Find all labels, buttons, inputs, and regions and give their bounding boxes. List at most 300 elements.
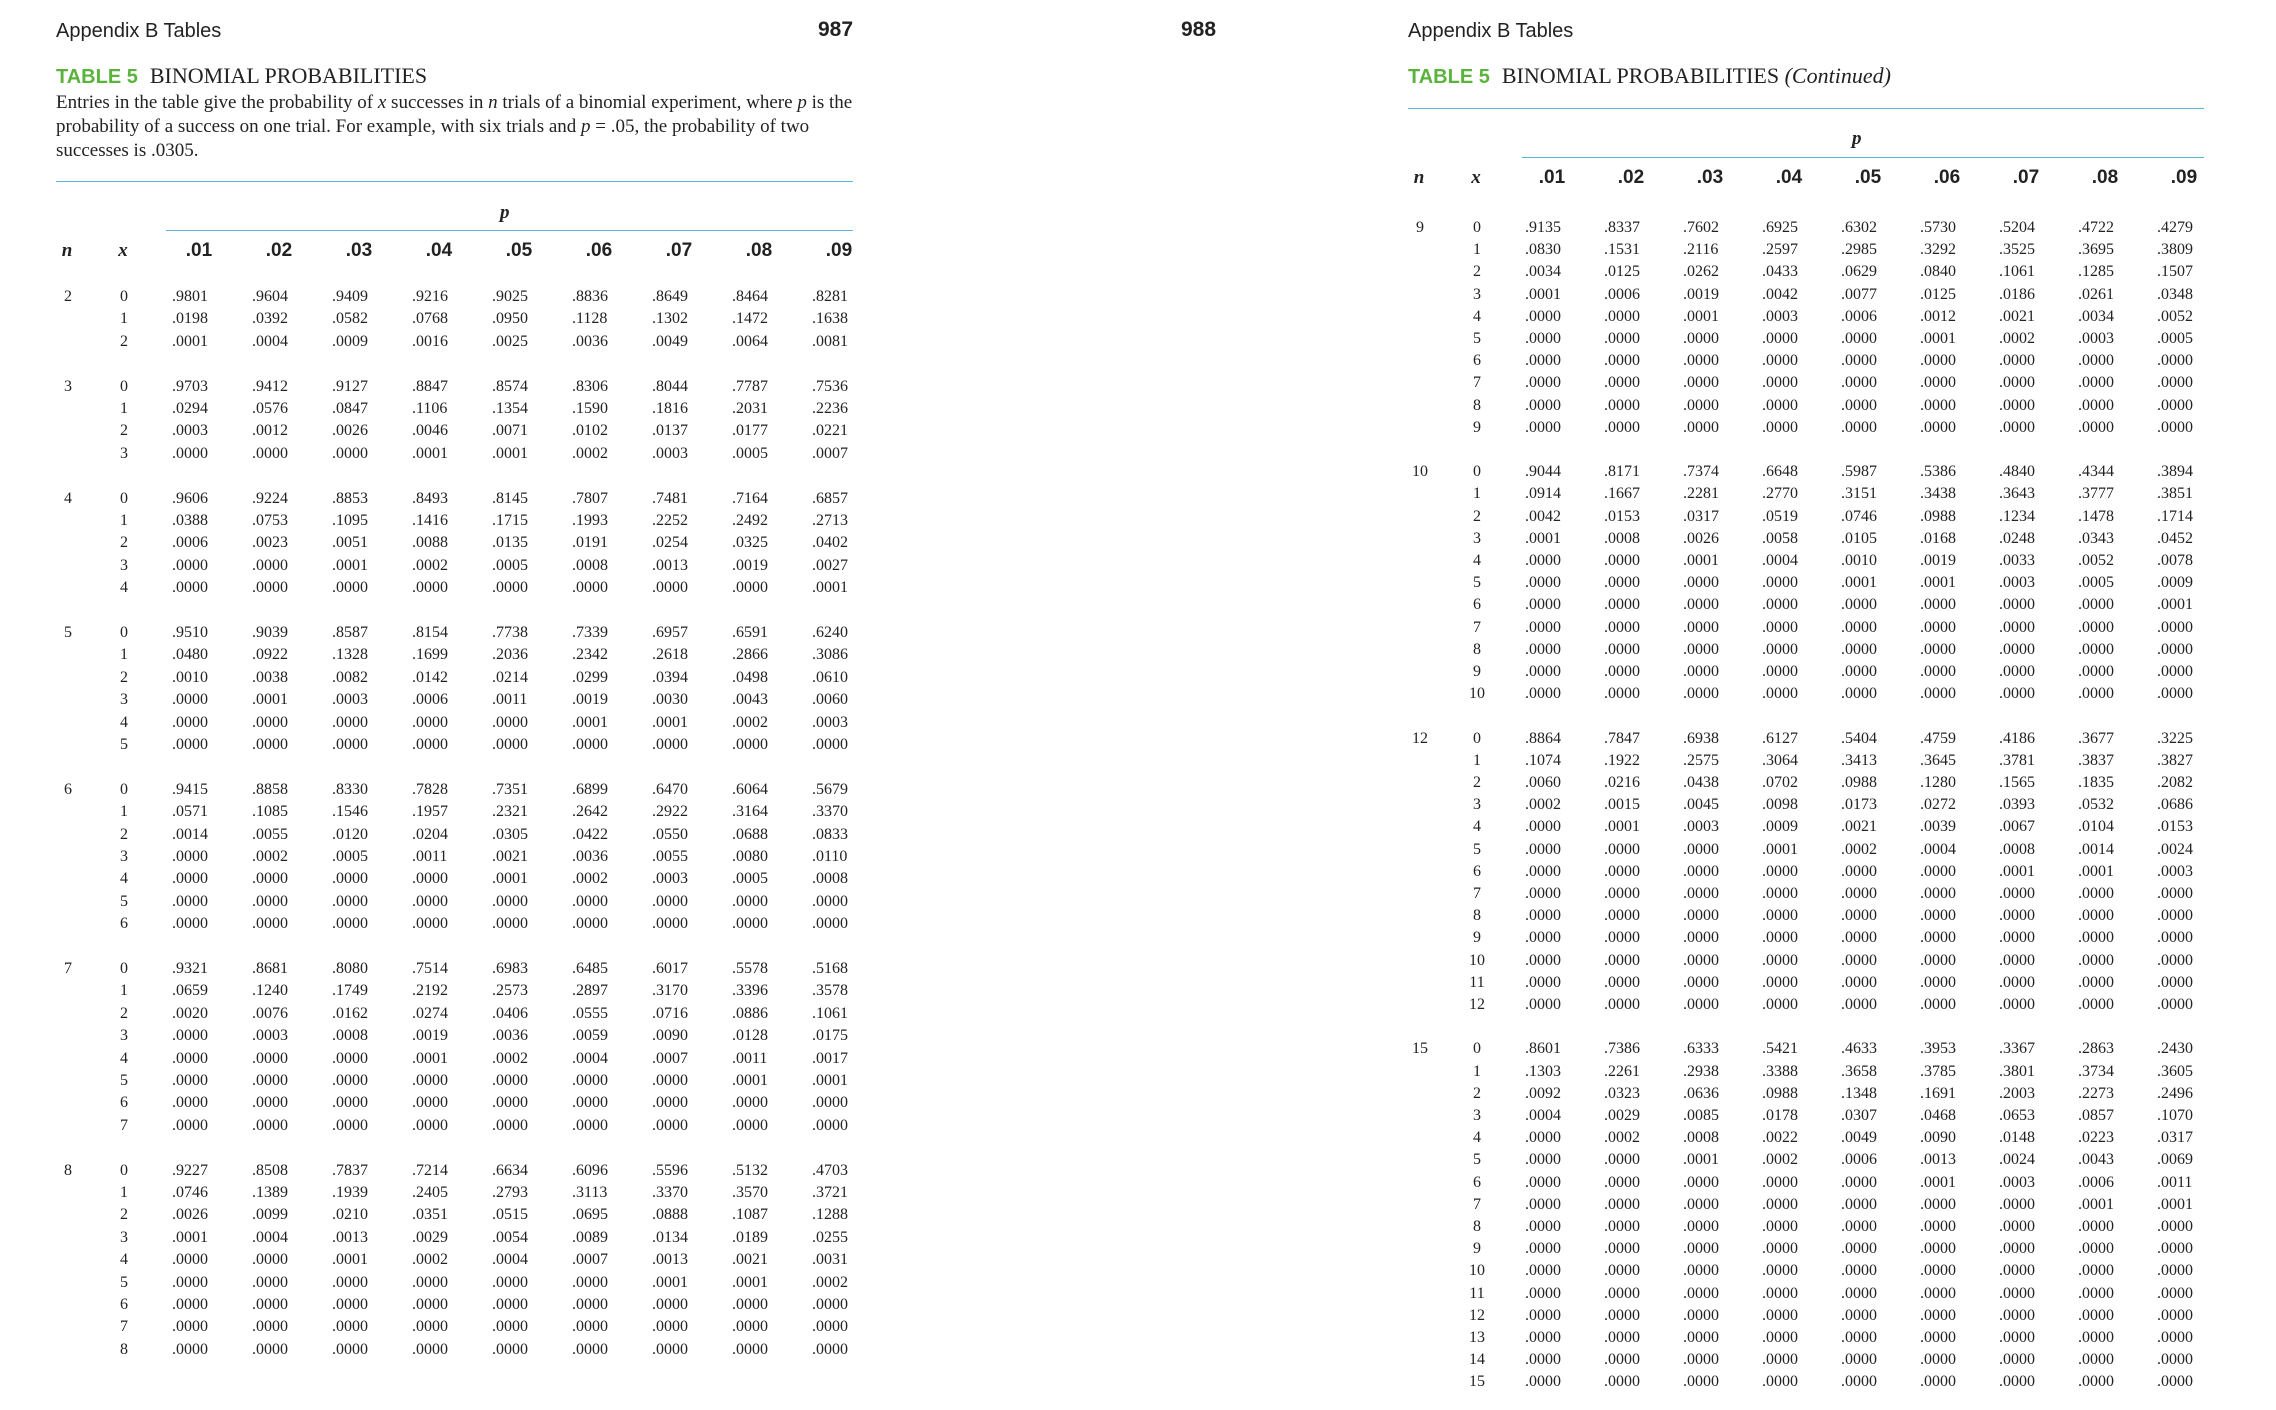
probability-cell: .0000 [1762, 1195, 1798, 1213]
probability-cell: .0006 [172, 534, 208, 552]
probability-cell: .0000 [2157, 973, 2193, 991]
probability-cell: .0030 [652, 691, 688, 709]
probability-cell: .0001 [332, 1251, 368, 1269]
probability-cell: .0001 [1920, 330, 1956, 347]
probability-cell: .0000 [1604, 1373, 1640, 1391]
probability-cell: .0008 [1683, 1129, 1719, 1147]
n-value: 9 [1416, 219, 1424, 236]
probability-cell: .0221 [812, 422, 848, 440]
probability-cell: .0582 [332, 310, 368, 328]
probability-cell: .0002 [732, 713, 768, 731]
probability-cell: .0000 [2157, 1284, 2193, 1302]
probability-cell: .0000 [652, 579, 688, 597]
probability-cell: .8337 [1604, 219, 1640, 236]
x-value: 1 [120, 1184, 128, 1201]
probability-cell: .0000 [1604, 640, 1640, 658]
probability-cell: .0067 [1999, 818, 2035, 836]
probability-cell: .0001 [412, 1049, 448, 1067]
probability-cell: .0000 [252, 1049, 288, 1067]
probability-cell: .0216 [1604, 774, 1640, 791]
probability-cell: .2321 [492, 803, 528, 821]
probability-cell: .0000 [1841, 618, 1877, 636]
probability-cell: .0002 [1604, 1129, 1640, 1147]
probability-cell: .0104 [2078, 818, 2114, 836]
probability-cell: .8681 [252, 960, 288, 977]
probability-cell: .0000 [1762, 1284, 1798, 1302]
probability-cell: .0214 [492, 668, 528, 686]
x-value: 2 [120, 1206, 128, 1224]
probability-cell: .3953 [1920, 1040, 1956, 1058]
probability-cell: .0000 [2157, 951, 2193, 969]
probability-cell: .0017 [812, 1049, 848, 1067]
probability-cell: .0000 [1920, 618, 1956, 636]
probability-cell: .0014 [2078, 840, 2114, 858]
probability-cell: .0914 [1525, 485, 1561, 503]
probability-cell: .0000 [2157, 663, 2193, 680]
probability-cell: .0000 [1604, 1351, 1640, 1369]
probability-cell: .0000 [172, 915, 208, 933]
probability-cell: .0009 [2157, 574, 2193, 592]
probability-cell: .0000 [412, 1273, 448, 1291]
x-value: 8 [1473, 640, 1481, 658]
probability-cell: .0000 [2157, 1373, 2193, 1391]
probability-cell: .0000 [1920, 663, 1956, 680]
probability-cell: .0000 [2078, 1262, 2114, 1280]
probability-cell: .0013 [652, 556, 688, 574]
x-value: 2 [120, 668, 128, 686]
probability-cell: .0394 [652, 668, 688, 686]
probability-cell: .4186 [1999, 729, 2035, 747]
probability-cell: .0000 [332, 892, 368, 910]
x-value: 4 [1473, 818, 1481, 836]
probability-cell: .0000 [1604, 307, 1640, 325]
running-header: Appendix B Tables [1408, 20, 1574, 42]
probability-cell: .0000 [492, 1116, 528, 1134]
probability-cell: .0000 [1683, 951, 1719, 969]
x-value: 4 [1473, 307, 1481, 325]
probability-cell: .2036 [492, 646, 528, 664]
probability-cell: .0000 [2078, 374, 2114, 392]
probability-cell: .2642 [572, 803, 608, 821]
probability-cell: .3086 [812, 646, 848, 664]
probability-cell: .0272 [1920, 796, 1956, 814]
x-value: 15 [1469, 1373, 1485, 1391]
probability-cell: .1302 [652, 310, 688, 328]
probability-cell: .0000 [1604, 1173, 1640, 1191]
probability-cell: .0000 [812, 736, 848, 753]
p-column-header: .08 [745, 240, 773, 261]
probability-cell: .0000 [1604, 1218, 1640, 1235]
probability-cell: .0000 [1604, 996, 1640, 1013]
probability-cell: .0299 [572, 668, 608, 686]
probability-cell: .0186 [1999, 285, 2035, 303]
probability-cell: .2252 [652, 512, 688, 529]
probability-cell: .0000 [1604, 663, 1640, 680]
probability-cell: .0000 [412, 1318, 448, 1336]
probability-cell: .5386 [1920, 463, 1956, 481]
probability-cell: .0468 [1920, 1107, 1956, 1124]
probability-cell: .0089 [572, 1228, 608, 1246]
probability-cell: .2866 [732, 646, 768, 664]
probability-cell: .1590 [572, 400, 608, 417]
intro-text-2: successes in [386, 92, 489, 113]
probability-cell: .0000 [252, 736, 288, 753]
probability-cell: .0000 [1525, 1373, 1561, 1391]
probability-cell: .6096 [572, 1161, 608, 1179]
probability-cell: .0004 [492, 1251, 528, 1269]
probability-cell: .0000 [1683, 1284, 1719, 1302]
probability-cell: .3801 [1999, 1062, 2035, 1080]
probability-cell: .2116 [1683, 241, 1719, 259]
probability-cell: .3170 [652, 982, 688, 1000]
p-column-header: .06 [1933, 167, 1961, 188]
probability-cell: .2618 [652, 646, 688, 664]
probability-cell: .3438 [1920, 485, 1956, 503]
probability-cell: .0255 [812, 1228, 848, 1246]
probability-cell: .0000 [1762, 862, 1798, 880]
probability-cell: .0343 [2078, 529, 2114, 547]
probability-cell: .0000 [812, 1296, 848, 1313]
probability-cell: .0000 [1841, 907, 1877, 925]
probability-cell: .0153 [1604, 507, 1640, 525]
x-value: 3 [120, 1027, 128, 1045]
probability-cell: .0000 [2157, 396, 2193, 414]
probability-cell: .0000 [1683, 1262, 1719, 1280]
probability-cell: .0002 [412, 1251, 448, 1269]
x-value: 2 [120, 825, 128, 843]
probability-cell: .0000 [1604, 1262, 1640, 1280]
n-value: 3 [64, 377, 72, 395]
probability-cell: .0005 [2078, 574, 2114, 592]
probability-cell: .0001 [652, 1273, 688, 1291]
probability-cell: .0000 [1683, 640, 1719, 658]
probability-cell: .0000 [812, 1116, 848, 1134]
probability-cell: .8847 [412, 377, 448, 395]
probability-cell: .0000 [1525, 396, 1561, 414]
probability-cell: .0000 [1920, 862, 1956, 880]
probability-cell: .0175 [812, 1027, 848, 1045]
probability-cell: .0000 [492, 736, 528, 753]
probability-cell: .0000 [332, 870, 368, 888]
probability-cell: .0069 [2157, 1151, 2193, 1169]
probability-cell: .1303 [1525, 1062, 1561, 1080]
probability-cell: .0008 [812, 870, 848, 888]
probability-cell: .0135 [492, 534, 528, 552]
probability-cell: .3658 [1841, 1062, 1877, 1080]
probability-cell: .0000 [332, 1318, 368, 1336]
p-column-header: .03 [345, 240, 373, 261]
probability-cell: .0000 [172, 892, 208, 910]
probability-cell: .0317 [1683, 507, 1719, 525]
probability-cell: .0000 [1999, 1195, 2035, 1213]
probability-cell: .0000 [1999, 1329, 2035, 1346]
probability-cell: .3113 [572, 1184, 608, 1201]
probability-cell: .1816 [652, 400, 688, 417]
x-value: 13 [1469, 1329, 1485, 1346]
p-column-header: .07 [665, 240, 693, 261]
probability-cell: .0120 [332, 825, 368, 843]
probability-cell: .0013 [652, 1251, 688, 1269]
probability-cell: .0000 [1920, 1240, 1956, 1258]
probability-cell: .0000 [1525, 640, 1561, 658]
probability-cell: .1546 [332, 803, 368, 821]
probability-cell: .0198 [172, 310, 208, 328]
x-value: 6 [120, 1296, 128, 1313]
x-value: 4 [120, 579, 128, 597]
n-value: 5 [64, 624, 72, 641]
probability-cell: .0003 [1683, 818, 1719, 836]
probability-cell: .0000 [1604, 951, 1640, 969]
probability-cell: .0000 [492, 1072, 528, 1089]
probability-cell: .0000 [1762, 1173, 1798, 1191]
probability-cell: .0686 [2157, 796, 2193, 814]
x-value: 1 [1473, 751, 1481, 769]
probability-cell: .0000 [2157, 1262, 2193, 1280]
probability-cell: .0274 [412, 1004, 448, 1022]
probability-cell: .0000 [1683, 973, 1719, 991]
probability-cell: .0002 [1762, 1151, 1798, 1169]
probability-cell: .0003 [252, 1027, 288, 1045]
probability-cell: .0026 [332, 422, 368, 440]
x-value: 0 [1473, 463, 1481, 481]
probability-cell: .0000 [2078, 996, 2114, 1013]
probability-cell: .0000 [332, 1094, 368, 1112]
probability-cell: .0000 [1525, 418, 1561, 436]
probability-cell: .0000 [252, 713, 288, 731]
probability-cell: .5596 [652, 1161, 688, 1179]
probability-cell: .0000 [1683, 574, 1719, 592]
probability-cell: .0054 [492, 1228, 528, 1246]
table-title-text: BINOMIAL PROBABILITIES [1501, 63, 1780, 88]
probability-cell: .0000 [572, 1072, 608, 1089]
probability-cell: .0000 [1841, 1329, 1877, 1346]
probability-cell: .0002 [812, 1273, 848, 1291]
probability-cell: .0071 [492, 422, 528, 440]
probability-cell: .0000 [172, 556, 208, 574]
probability-cell: .8464 [732, 288, 768, 305]
probability-cell: .0003 [812, 713, 848, 731]
x-value: 0 [120, 1161, 128, 1179]
probability-cell: .0000 [1762, 596, 1798, 614]
probability-cell: .0003 [2157, 862, 2193, 880]
x-value: 1 [120, 310, 128, 328]
probability-cell: .0000 [1920, 1284, 1956, 1302]
probability-cell: .0000 [332, 736, 368, 753]
probability-cell: .7514 [412, 960, 448, 977]
probability-cell: .3370 [652, 1184, 688, 1201]
probability-cell: .8836 [572, 288, 608, 305]
probability-cell: .0003 [172, 422, 208, 440]
probability-cell: .0000 [2157, 685, 2193, 703]
probability-cell: .5578 [732, 960, 768, 977]
probability-cell: .0988 [1841, 774, 1877, 791]
probability-cell: .0000 [1920, 640, 1956, 658]
probability-cell: .0001 [2078, 862, 2114, 880]
probability-cell: .0000 [1841, 640, 1877, 658]
probability-cell: .0015 [1604, 796, 1640, 814]
probability-cell: .3292 [1920, 241, 1956, 259]
probability-cell: .9044 [1525, 463, 1561, 481]
probability-cell: .0020 [172, 1004, 208, 1022]
probability-cell: .0000 [1841, 885, 1877, 902]
probability-cell: .0000 [332, 1296, 368, 1313]
probability-cell: .0000 [732, 1296, 768, 1313]
x-value: 7 [1473, 374, 1481, 392]
probability-cell: .3370 [812, 803, 848, 821]
top-rule [1408, 108, 2204, 109]
probability-cell: .0000 [1604, 862, 1640, 880]
probability-cell: .9604 [252, 288, 288, 305]
probability-cell: .0000 [1525, 951, 1561, 969]
x-column-header: x [1471, 167, 1481, 188]
probability-cell: .0000 [1683, 1373, 1719, 1391]
probability-cell: .0000 [572, 1318, 608, 1336]
probability-cell: .7351 [492, 780, 528, 798]
probability-cell: .0000 [1525, 973, 1561, 991]
probability-cell: .2031 [732, 400, 768, 417]
x-value: 6 [1473, 862, 1481, 880]
x-value: 2 [120, 1004, 128, 1022]
probability-cell: .0060 [812, 691, 848, 709]
x-value: 5 [120, 892, 128, 910]
probability-cell: .5421 [1762, 1040, 1798, 1058]
probability-cell: .0000 [1604, 885, 1640, 902]
probability-cell: .0001 [492, 444, 528, 462]
probability-cell: .7787 [732, 377, 768, 395]
probability-cell: .1416 [412, 512, 448, 529]
probability-cell: .0000 [1920, 907, 1956, 925]
n-value: 12 [1412, 729, 1428, 747]
probability-cell: .0000 [1920, 1373, 1956, 1391]
probability-cell: .2713 [812, 512, 848, 529]
p-rule [166, 230, 853, 231]
probability-cell: .6302 [1841, 219, 1877, 236]
intro-var-x: x [377, 92, 387, 113]
x-value: 1 [120, 982, 128, 1000]
probability-cell: .1835 [2078, 774, 2114, 791]
probability-cell: .0000 [1920, 885, 1956, 902]
x-value: 6 [1473, 1173, 1481, 1191]
probability-cell: .0004 [1920, 840, 1956, 858]
probability-cell: .1095 [332, 512, 368, 529]
probability-cell: .0000 [1841, 1195, 1877, 1213]
probability-cell: .0550 [652, 825, 688, 843]
probability-cell: .0029 [1604, 1107, 1640, 1124]
probability-cell: .0000 [1604, 1151, 1640, 1169]
probability-cell: .0013 [332, 1228, 368, 1246]
probability-cell: .7164 [732, 489, 768, 507]
probability-cell: .0000 [1841, 396, 1877, 414]
probability-cell: .0000 [2078, 663, 2114, 680]
probability-cell: .1993 [572, 512, 608, 529]
x-value: 5 [1473, 840, 1481, 858]
probability-cell: .0000 [1999, 1284, 2035, 1302]
probability-cell: .3777 [2078, 485, 2114, 503]
probability-cell: .0033 [1999, 552, 2035, 569]
probability-cell: .0000 [1762, 973, 1798, 991]
probability-cell: .0000 [1999, 1373, 2035, 1391]
n-value: 6 [64, 780, 72, 798]
probability-cell: .0000 [1683, 840, 1719, 858]
probability-cell: .5679 [812, 780, 848, 798]
probability-cell: .0006 [1841, 307, 1877, 325]
probability-cell: .0098 [1762, 796, 1798, 814]
probability-cell: .0000 [2157, 996, 2193, 1013]
probability-cell: .0000 [412, 579, 448, 597]
probability-cell: .0046 [412, 422, 448, 440]
probability-cell: .0000 [1604, 685, 1640, 703]
probability-cell: .0000 [2078, 396, 2114, 414]
probability-cell: .0000 [492, 1296, 528, 1313]
x-value: 10 [1469, 1262, 1485, 1280]
probability-cell: .0006 [2078, 1173, 2114, 1191]
probability-cell: .0000 [2157, 1240, 2193, 1258]
probability-cell: .0000 [732, 579, 768, 597]
probability-cell: .0137 [652, 422, 688, 440]
x-value: 9 [1473, 418, 1481, 436]
probability-cell: .0000 [732, 1340, 768, 1358]
probability-cell: .0000 [1525, 663, 1561, 680]
probability-cell: .0011 [2157, 1173, 2193, 1191]
probability-cell: .0125 [1604, 263, 1640, 281]
probability-cell: .0000 [1525, 840, 1561, 858]
probability-cell: .0162 [332, 1004, 368, 1022]
probability-cell: .0092 [1525, 1084, 1561, 1102]
probability-cell: .6857 [812, 489, 848, 507]
probability-cell: .0000 [1762, 907, 1798, 925]
probability-cell: .1715 [492, 512, 528, 529]
probability-cell: .0177 [732, 422, 768, 440]
probability-cell: .5730 [1920, 219, 1956, 236]
probability-cell: .4840 [1999, 463, 2035, 481]
probability-cell: .0000 [1920, 1351, 1956, 1369]
probability-cell: .0004 [1762, 552, 1798, 569]
probability-cell: .0080 [732, 848, 768, 865]
probability-cell: .0000 [1525, 1151, 1561, 1169]
probability-cell: .0000 [1920, 1262, 1956, 1280]
probability-cell: .0000 [652, 1340, 688, 1358]
probability-cell: .0000 [492, 1094, 528, 1112]
probability-cell: .0004 [572, 1049, 608, 1067]
probability-cell: .0058 [1762, 529, 1798, 547]
x-value: 4 [120, 870, 128, 888]
probability-cell: .0515 [492, 1206, 528, 1224]
probability-cell: .0005 [2157, 330, 2193, 347]
probability-cell: .0000 [172, 1116, 208, 1134]
probability-cell: .0002 [492, 1049, 528, 1067]
probability-cell: .0000 [1841, 330, 1877, 347]
x-value: 0 [120, 960, 128, 977]
probability-cell: .3695 [2078, 241, 2114, 259]
probability-cell: .0610 [812, 668, 848, 686]
probability-cell: .5132 [732, 1161, 768, 1179]
probability-cell: .0000 [1762, 330, 1798, 347]
probability-cell: .0000 [1683, 374, 1719, 392]
probability-cell: .0000 [1683, 1173, 1719, 1191]
probability-cell: .0847 [332, 400, 368, 417]
probability-cell: .0294 [172, 400, 208, 417]
probability-cell: .0716 [652, 1004, 688, 1022]
x-value: 2 [1473, 1084, 1481, 1102]
probability-cell: .0000 [1999, 685, 2035, 703]
probability-cell: .0001 [1525, 529, 1561, 547]
x-value: 2 [1473, 774, 1481, 791]
probability-cell: .0433 [1762, 263, 1798, 281]
probability-cell: .0012 [252, 422, 288, 440]
probability-cell: .0034 [2078, 307, 2114, 325]
probability-cell: .0001 [252, 691, 288, 709]
probability-cell: .1061 [812, 1004, 848, 1022]
